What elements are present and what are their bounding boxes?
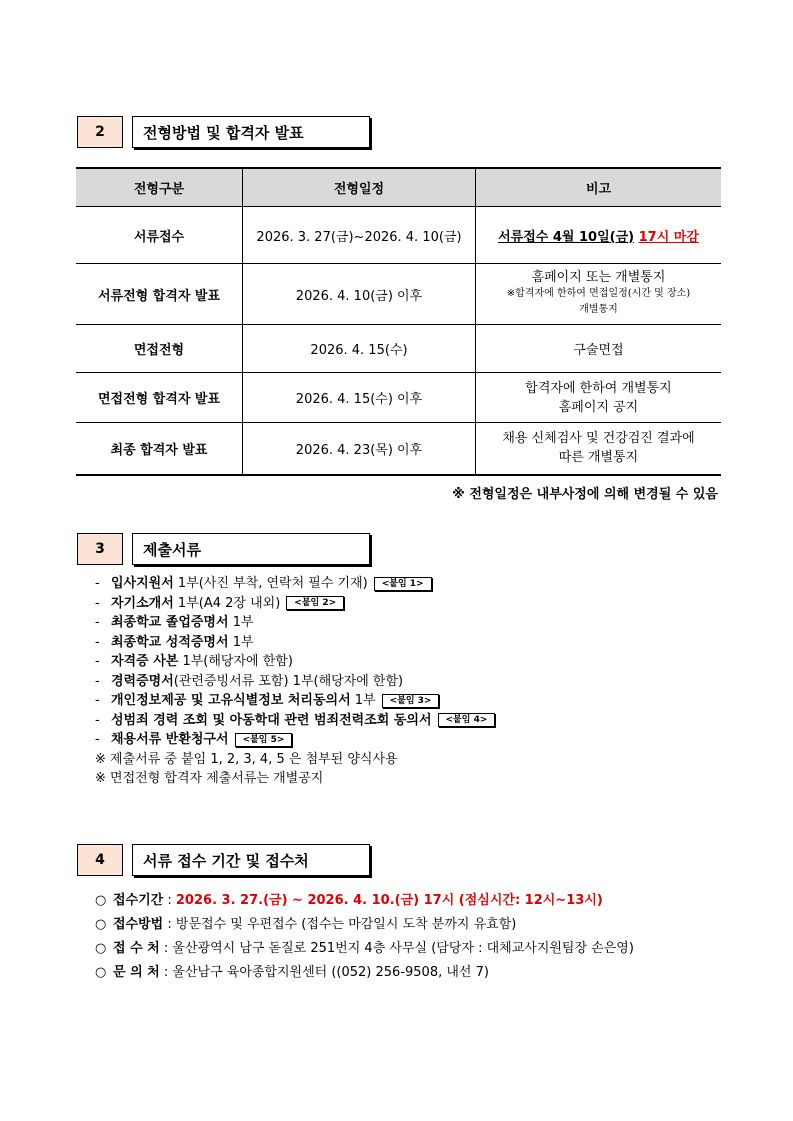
document-note: ※ 면접전형 합격자 제출서류는 개별공지	[95, 771, 324, 786]
list-item	[95, 672, 495, 692]
table-row	[76, 423, 721, 475]
list-item	[95, 711, 495, 731]
table-row	[76, 325, 721, 373]
note-cell	[476, 264, 722, 325]
circle-bullet-icon: ○	[95, 917, 107, 932]
list-dash: -	[95, 595, 100, 611]
document-name: 개인정보제공 및 고유식별정보 처리동의서	[111, 693, 351, 708]
table-row	[76, 207, 721, 264]
application-label: 문 의 처	[113, 965, 160, 980]
stage-cell: 서류전형 합격자 발표	[76, 264, 243, 325]
section-title: 전형방법 및 합격자 발표	[132, 116, 370, 148]
note-text: 서류접수 4월 10일(금)	[498, 229, 635, 245]
date-cell: 2026. 3. 27(금)~2026. 4. 10(금)	[243, 207, 476, 264]
list-dash: -	[95, 732, 100, 747]
application-value: 울산남구 육아종합지원센터 ((052) 256-9508, 내선 7)	[172, 965, 489, 980]
date-cell: 2026. 4. 23(목) 이후	[243, 423, 476, 475]
document-name: 자격증 사본	[111, 654, 179, 669]
document-detail: 1부	[228, 634, 254, 650]
application-label: 접수기간	[113, 893, 164, 908]
document-name: 자기소개서	[111, 595, 174, 611]
list-dash: -	[95, 712, 100, 728]
document-name: 최종학교 성적증명서	[111, 634, 229, 650]
column-header: 전형일정	[243, 168, 476, 207]
note-text: 채용 신체검사 및 건강검진 결과에	[502, 431, 695, 447]
stage-cell: 면접전형 합격자 발표	[76, 373, 243, 423]
document-name: 채용서류 반환청구서	[111, 732, 229, 747]
application-info	[95, 889, 634, 985]
section-title: 제출서류	[132, 533, 370, 565]
stage-cell: 면접전형	[76, 325, 243, 373]
label-separator: :	[159, 965, 173, 980]
attachment-tag: <붙임 4>	[438, 713, 496, 727]
application-value: 울산광역시 남구 돋질로 251번지 4층 사무실 (담당자 : 대체교사지원팀장 손은영)	[172, 941, 634, 956]
column-header: 전형구분	[76, 168, 243, 207]
document-detail: 1부	[350, 693, 376, 708]
application-value: 2026. 3. 27.(금) ~ 2026. 4. 10.(금) 17시 (점심시간: 12시~13시)	[175, 893, 603, 908]
attachment-tag: <붙임 5>	[235, 733, 293, 747]
date-cell: 2026. 4. 15(수)	[243, 325, 476, 373]
column-header: 비고	[476, 168, 722, 207]
note-cell	[476, 207, 722, 264]
section-2-header	[77, 116, 370, 148]
label-separator: :	[163, 917, 176, 932]
document-detail: (관련증빙서류 포함) 1부(해당자에 한함)	[173, 673, 404, 689]
list-item	[95, 633, 495, 653]
application-item	[95, 889, 634, 913]
list-item	[95, 613, 495, 633]
note-text: ※합격자에 한하여 면접일정(시간 및 장소)	[506, 288, 691, 299]
section-number: 3	[77, 533, 123, 565]
attachment-tag: <붙임 3>	[382, 694, 440, 708]
schedule-footnote: ※ 전형일정은 내부사정에 의해 변경될 수 있음	[452, 487, 718, 502]
note-text: 홈페이지 공지	[558, 399, 639, 415]
note-cell	[476, 423, 722, 475]
application-item	[95, 961, 634, 985]
table-row	[76, 373, 721, 423]
documents-list	[95, 574, 495, 789]
application-item	[95, 913, 634, 937]
circle-bullet-icon: ○	[95, 941, 107, 956]
note-cell	[476, 373, 722, 423]
application-item	[95, 937, 634, 961]
circle-bullet-icon: ○	[95, 893, 107, 908]
document-name: 성범죄 경력 조회 및 아동학대 관련 범죄전력조회 동의서	[111, 712, 432, 728]
note-cell: 구술면접	[476, 325, 722, 373]
schedule-table	[76, 167, 721, 476]
list-item	[95, 574, 495, 594]
list-dash: -	[95, 634, 100, 650]
list-item	[95, 691, 495, 711]
list-dash: -	[95, 654, 100, 669]
list-item	[95, 594, 495, 614]
attachment-tag: <붙임 2>	[286, 596, 344, 610]
attachment-tag: <붙임 1>	[374, 577, 432, 591]
circle-bullet-icon: ○	[95, 965, 107, 980]
document-detail: 1부(해당자에 한함)	[178, 654, 293, 669]
document-name: 입사지원서	[111, 576, 174, 591]
document-name: 경력증명서	[111, 673, 174, 689]
section-number: 2	[77, 116, 123, 148]
document-detail: 1부	[228, 615, 254, 630]
stage-cell: 최종 합격자 발표	[76, 423, 243, 475]
date-cell: 2026. 4. 15(수) 이후	[243, 373, 476, 423]
document-note: ※ 제출서류 중 붙임 1, 2, 3, 4, 5 은 첨부된 양식사용	[95, 751, 398, 767]
table-header-row	[76, 168, 721, 207]
label-separator: :	[163, 893, 176, 908]
section-3-header	[77, 533, 370, 565]
list-item	[95, 730, 495, 750]
section-4-header	[77, 844, 370, 876]
application-label: 접 수 처	[113, 941, 160, 956]
list-item	[95, 652, 495, 672]
application-value: 방문접수 및 우편접수 (접수는 마감일시 도착 분까지 유효함)	[175, 917, 517, 932]
section-title: 서류 접수 기간 및 접수처	[132, 844, 370, 876]
note-text: 홈페이지 또는 개별통지	[531, 270, 666, 285]
note-text: 개별통지	[579, 304, 618, 315]
note-text: 따른 개별통지	[558, 450, 639, 466]
application-label: 접수방법	[113, 917, 164, 932]
list-dash: -	[95, 576, 100, 591]
document-detail: 1부(A4 2장 내외)	[173, 595, 281, 611]
table-row	[76, 264, 721, 325]
document-detail: 1부(사진 부착, 연락처 필수 기재)	[173, 576, 368, 591]
label-separator: :	[159, 941, 173, 956]
note-deadline: 17시 마감	[638, 229, 699, 245]
section-number: 4	[77, 844, 123, 876]
document-name: 최종학교 졸업증명서	[111, 615, 229, 630]
list-dash: -	[95, 615, 100, 630]
stage-cell: 서류접수	[76, 207, 243, 264]
note-text: 합격자에 한하여 개별통지	[525, 380, 672, 396]
list-dash: -	[95, 693, 100, 708]
list-dash: -	[95, 673, 100, 689]
date-cell: 2026. 4. 10(금) 이후	[243, 264, 476, 325]
